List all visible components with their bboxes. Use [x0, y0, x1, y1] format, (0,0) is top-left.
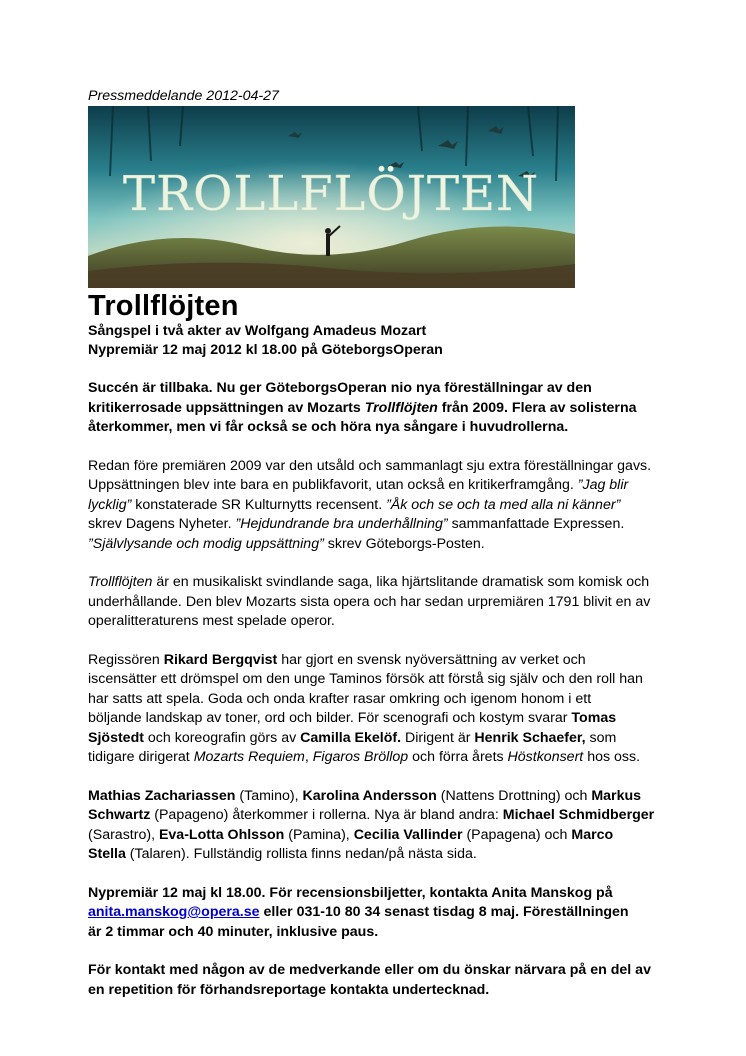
contact-email-link[interactable]: anita.manskog@opera.se [88, 904, 260, 920]
contact-paragraph: För kontakt med någon av de medverkande eller om du önskar närvara på en del av en repetition för förhandsreportage kontakta undertecknad. [88, 962, 651, 998]
tickets-paragraph: Nypremiär 12 maj kl 18.00. För recensionsbiljetter, kontakta Anita Manskog på anita.manskog@opera.se eller 031-10 80 34 senast tisdag 8 maj. Föreställningen är 2 timmar och 40 minuter, inklusive paus. [88, 884, 629, 940]
opera-description-paragraph: Trollflöjten är en musikaliskt svindlande saga, lika hjärtslitande dramatisk som komisk och underhållande. Den blev Mozarts sista opera och har sedan urpremiären 1791 blivit en av operalitteraturens mest spelade operor. [88, 574, 651, 629]
document-page [88, 88, 668, 1000]
subtitle-premiere: Nypremiär 12 maj 2012 kl 18.00 på GöteborgsOperan [88, 342, 443, 358]
cast-paragraph: Mathias Zachariassen (Tamino), Karolina Andersson (Nattens Drottning) och Markus Schwartz (Papageno) återkommer i rollerna. Nya är bland andra: Michael Schmidberger (Sarastro), Eva-Lotta Ohlsson (Pamina), Cecilia Vallinder (Papagena) och Marco Stella (Talaren). Fullständig rollista finns nedan/på nästa sida. [88, 787, 655, 862]
subtitle-composer: Sångspel i två akter av Wolfgang Amadeus Mozart [88, 323, 427, 339]
page-title: Trollflöjten [88, 290, 239, 322]
banner-logo-text: TROLLFLÖJTEN [122, 166, 540, 222]
production-banner-image [88, 106, 575, 288]
dateline: Pressmeddelande 2012-04-27 [88, 88, 279, 104]
lead-paragraph: Succén är tillbaka. Nu ger GöteborgsOperan nio nya föreställningar av den kritikerrosade uppsättningen av Mozarts Trollflöjten från 2009. Flera av solisterna återkommer, men vi får också se och höra nya sångare i huvudrollerna. [88, 380, 637, 435]
banner-artwork [88, 106, 575, 288]
reviews-paragraph: Redan före premiären 2009 var den utsåld och sammanlagt sju extra föreställningar gavs. Uppsättningen blev inte bara en publikfavorit, utan också en kritikerframgång. ”Jag blir lycklig” konstaterade SR Kulturnytts recensent. ”Åk och se och ta med alla ni känner” skrev Dagens Nyheter. ”Hejdundrande bra underhållning” sammanfattade Expressen. ”Självlysande och modig uppsättning” skrev Göteborgs-Posten. [88, 457, 652, 552]
production-team-paragraph: Regissören Rikard Bergqvist har gjort en svensk nyöversättning av verket och iscensätter ett drömspel om den unge Taminos försök att förstå sig själv och den roll han har satts att spela. Goda och onda krafter rasar omkring och igenom honom i ett böljande landskap av toner, ord och bilder. För scenografi och kostym svarar Tomas Sjöstedt och koreografin görs av Camilla Ekelöf. Dirigent är Henrik Schaefer, som tidigare dirigerat Mozarts Requiem, Figaros Bröllop och förra årets Höstkonsert hos oss. [88, 651, 643, 765]
